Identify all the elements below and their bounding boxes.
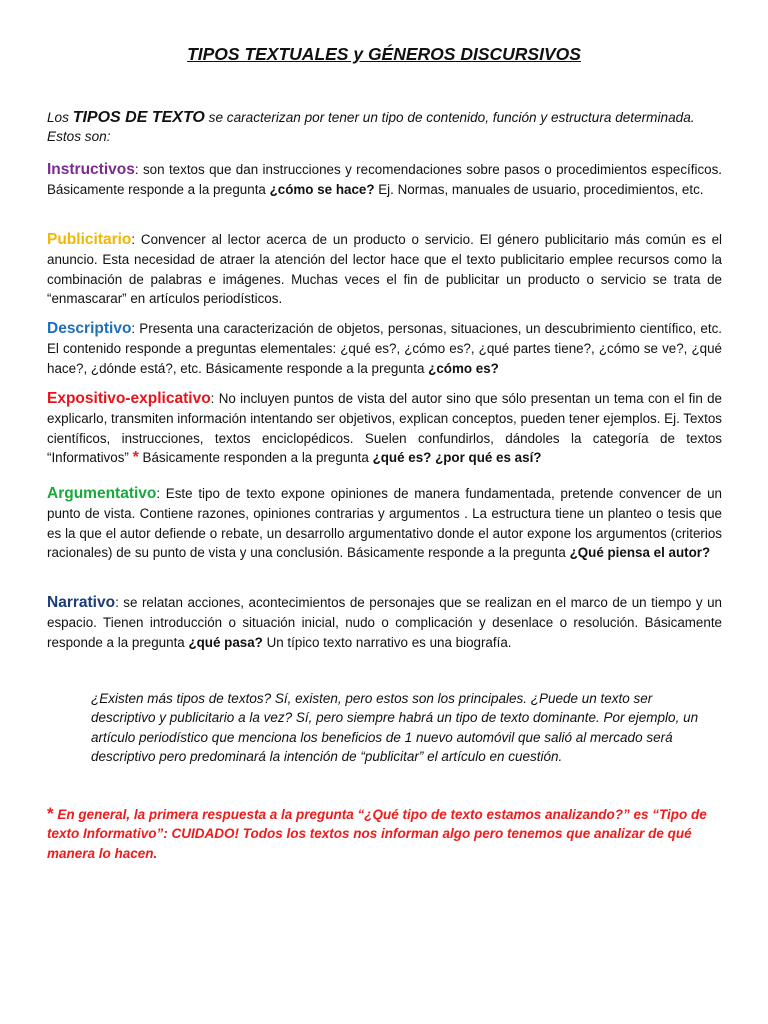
section-name: Expositivo-explicativo [47,390,211,407]
section-text: : se relatan acciones, acontecimientos de personajes que se realizan en el marco de un tiempo y un espacio. Tienen introducción o situación inicial, nudo o complicación y desenlace o resolución. Básicamente responde a la pregunta [47,595,722,650]
section-text: : son textos que dan instrucciones y recomendaciones sobre pasos o procedimientos específicos. Básicamente responde a la pregunta [47,162,722,197]
section-question: ¿cómo es? [428,360,499,376]
section-text: : Convencer al lector acerca de un producto o servicio. El género publicitario más común es el anuncio. Esta necesidad de atraer la atención del lector hace que el texto publicitario emplee recursos como la combinación de palabras e imágenes. Muchas veces el fin de publicitar un producto o servicio se trata de “enmascarar” en artículos periodísticos. [47,232,722,307]
section-question: ¿qué pasa? [188,634,263,650]
warning-paragraph [47,804,727,863]
section-descriptivo [47,319,722,378]
section-name: Descriptivo [47,320,132,337]
section-name: Publicitario [47,231,132,248]
section-publicitario [47,230,722,309]
section-text: : Este tipo de texto expone opiniones de manera fundamentada, pretende convencer de un punto de vista. Contiene razones, opiniones contrarias y argumentos . La estructura tiene un planteo o tesis que es la que el autor defiende o rebate, un desarrollo argumentativo donde el autor expone los argumentos (criterios racionales) de su punto de vista y una conclusión. Básicamente responde a la pregunta [47,486,722,561]
section-question: ¿Qué piensa el autor? [569,545,711,561]
warning-asterisk: * [47,804,54,823]
page-title: TIPOS TEXTUALES y GÉNEROS DISCURSIVOS [187,44,581,64]
intro-term: TIPOS DE TEXTO [72,109,205,126]
section-argumentativo [47,484,722,563]
note-paragraph: ¿Existen más tipos de textos? Sí, existen, pero estos son los principales. ¿Puede un texto ser descriptivo y publicitario a la vez? Sí, pero siempre habrá un tipo de texto dominante. Por ejemplo, un artículo periodístico que menciona los beneficios de 1 nuevo automóvil que salió al mercado será descriptivo pero predominará la intención de “publicitar” el artículo en cuestión. [91,691,699,765]
section-question: ¿qué es? ¿por qué es así? [372,450,542,466]
section-text-after: Ej. Normas, manuales de usuario, procedimientos, etc. [374,181,704,197]
section-name: Narrativo [47,594,116,611]
section-text-after: Un típico texto narrativo es una biografía. [262,634,512,650]
section-text-middle: Básicamente responden a la pregunta [138,450,373,466]
intro-rest: se caracterizan por tener un tipo de contenido, función y estructura determinada. Estos son: [47,110,695,144]
section-name: Argumentativo [47,485,157,502]
section-narrativo [47,593,722,652]
asterisk-mark: * [132,449,139,467]
warning-text: En general, la primera respuesta a la pregunta “¿Qué tipo de texto estamos analizando?” es “Tipo de texto Informativo”: CUIDADO! Todos los textos nos informan algo pero tenemos que analizar de qué manera lo hacen. [47,807,707,861]
section-question: ¿cómo se hace? [269,181,375,197]
section-expositivo [47,389,722,468]
intro-paragraph [47,108,722,146]
intro-lead: Los [47,110,73,125]
section-name: Instructivos [47,161,135,178]
section-text: : Presenta una caracterización de objetos, personas, situaciones, un descubrimiento científico, etc. El contenido responde a preguntas elementales: ¿qué es?, ¿cómo es?, ¿qué partes tiene?, ¿cómo se ve?, ¿qué hace?, ¿dónde está?, etc. Básicamente responde a la pregunta [47,321,722,376]
section-text: : No incluyen puntos de vista del autor sino que sólo presentan un tema con el fin de explicarlo, transmiten información intentando ser objetivos, explican conceptos, pueden tener ejemplos. Ej. Textos científicos, instrucciones, textos enciclopédicos. Suelen confundirlos, dándoles la categoría de textos “Informativos” [47,391,722,466]
section-instructivos [47,160,722,200]
